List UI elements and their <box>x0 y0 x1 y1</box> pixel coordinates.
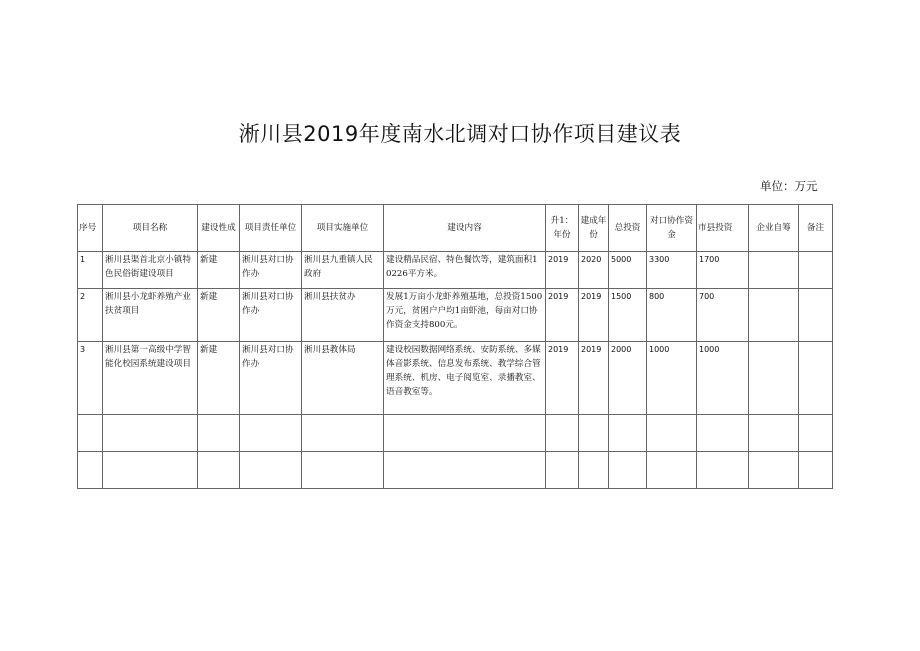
header-cell-nature: 建设性成 <box>198 205 240 252</box>
cell-note <box>799 252 833 289</box>
cell-empty <box>579 452 609 489</box>
table-row-empty <box>78 452 833 489</box>
table-row <box>78 252 833 289</box>
header-cell-total: 总投资 <box>609 205 647 252</box>
header-cell-end: 建成年份 <box>579 205 609 252</box>
cell-note <box>799 289 833 342</box>
header-cell-resp: 项目责任单位 <box>240 205 302 252</box>
cell-impl: 淅川县教体局 <box>302 342 384 415</box>
cell-resp: 淅川县对口协作办 <box>240 289 302 342</box>
header-cell-impl: 项目实施单位 <box>302 205 384 252</box>
cell-content: 建设精品民宿、特色餐饮等，建筑面积10226平方米。 <box>384 252 546 289</box>
cell-empty <box>799 415 833 452</box>
header-cell-name: 项目名称 <box>103 205 198 252</box>
header-cell-note: 备注 <box>799 205 833 252</box>
cell-empty <box>697 415 749 452</box>
table-row-empty <box>78 415 833 452</box>
header-row <box>78 205 833 252</box>
cell-end: 2019 <box>579 342 609 415</box>
cell-total: 2000 <box>609 342 647 415</box>
header-cell-coop: 对口协作资金 <box>647 205 697 252</box>
cell-empty <box>546 415 579 452</box>
cell-nature: 新建 <box>198 289 240 342</box>
cell-coop: 3300 <box>647 252 697 289</box>
header-cell-enterprise: 企业自筹 <box>749 205 799 252</box>
cell-nature: 新建 <box>198 252 240 289</box>
cell-name: 淅川县渠首北京小镇特色民俗街建设项目 <box>103 252 198 289</box>
cell-empty <box>78 415 103 452</box>
cell-no: 2 <box>78 289 103 342</box>
cell-resp: 淅川县对口协作办 <box>240 252 302 289</box>
cell-empty <box>609 415 647 452</box>
cell-total: 1500 <box>609 289 647 342</box>
cell-end: 2020 <box>579 252 609 289</box>
cell-start: 2019 <box>546 289 579 342</box>
cell-empty <box>78 452 103 489</box>
cell-empty <box>749 452 799 489</box>
cell-empty <box>198 452 240 489</box>
cell-empty <box>647 415 697 452</box>
cell-no: 3 <box>78 342 103 415</box>
cell-empty <box>749 415 799 452</box>
cell-total: 5000 <box>609 252 647 289</box>
cell-no: 1 <box>78 252 103 289</box>
cell-empty <box>302 415 384 452</box>
cell-name: 淅川县小龙虾养殖产业扶贫项目 <box>103 289 198 342</box>
cell-local: 1700 <box>697 252 749 289</box>
cell-empty <box>647 452 697 489</box>
cell-empty <box>609 452 647 489</box>
cell-empty <box>384 452 546 489</box>
header-cell-start: 升1：年份 <box>546 205 579 252</box>
cell-impl: 淅川县九重镇人民政府 <box>302 252 384 289</box>
cell-empty <box>198 415 240 452</box>
cell-empty <box>240 415 302 452</box>
cell-end: 2019 <box>579 289 609 342</box>
cell-name: 淅川县第一高级中学智能化校园系统建设项目 <box>103 342 198 415</box>
cell-empty <box>384 415 546 452</box>
cell-coop: 1000 <box>647 342 697 415</box>
cell-impl: 淅川县扶贫办 <box>302 289 384 342</box>
header-cell-local: 市县投资 <box>697 205 749 252</box>
cell-content: 建设校园数据网络系统、安防系统、多媒体音影系统、信息发布系统、教学综合管理系统、机房、电子阅览室、录播教室、语音教室等。 <box>384 342 546 415</box>
cell-content: 发展1万亩小龙虾养殖基地，总投资1500万元，贫困户户均1亩虾池，每亩对口协作资金支持800元。 <box>384 289 546 342</box>
table-row <box>78 289 833 342</box>
header-cell-content: 建设内容 <box>384 205 546 252</box>
cell-empty <box>240 452 302 489</box>
cell-empty <box>799 452 833 489</box>
cell-empty <box>546 452 579 489</box>
cell-nature: 新建 <box>198 342 240 415</box>
cell-enterprise <box>749 252 799 289</box>
cell-start: 2019 <box>546 342 579 415</box>
cell-empty <box>103 452 198 489</box>
cell-coop: 800 <box>647 289 697 342</box>
cell-enterprise <box>749 289 799 342</box>
page-title: 淅川县2019年度南水北调对口协作项目建议表 <box>238 122 682 146</box>
cell-enterprise <box>749 342 799 415</box>
unit-label: 单位：万元 <box>760 179 818 193</box>
cell-local: 1000 <box>697 342 749 415</box>
cell-empty <box>697 452 749 489</box>
header-cell-no: 序号 <box>78 205 103 252</box>
cell-resp: 淅川县对口协作办 <box>240 342 302 415</box>
cell-empty <box>302 452 384 489</box>
cell-local: 700 <box>697 289 749 342</box>
cell-empty <box>579 415 609 452</box>
project-table <box>77 204 833 489</box>
cell-empty <box>103 415 198 452</box>
cell-start: 2019 <box>546 252 579 289</box>
cell-note <box>799 342 833 415</box>
table-row <box>78 342 833 415</box>
